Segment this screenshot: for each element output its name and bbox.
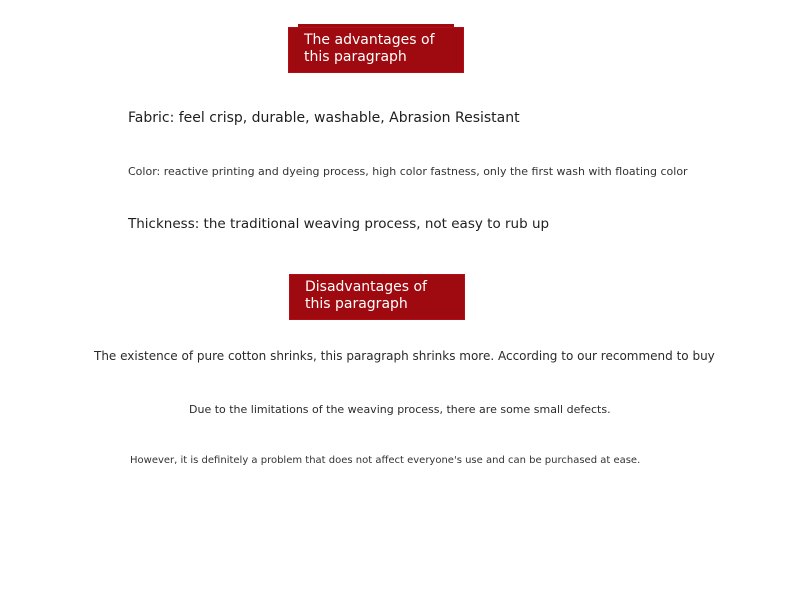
disadvantage-ease-text: However, it is definitely a problem that does not affect everyone's use and can be purchased at ease. [130, 455, 641, 466]
disadvantages-heading-banner [289, 274, 465, 320]
disadvantage-shrink-text: The existence of pure cotton shrinks, this paragraph shrinks more. According to our recommend to buy [94, 349, 715, 363]
advantage-thickness-text: Thickness: the traditional weaving process, not easy to rub up [128, 216, 550, 232]
advantages-heading-banner [288, 27, 464, 73]
advantages-heading: The advantages of this paragraph [304, 32, 435, 65]
advantage-color-text: Color: reactive printing and dyeing process, high color fastness, only the first wash with floating color [128, 165, 688, 178]
advantage-fabric-text: Fabric: feel crisp, durable, washable, Abrasion Resistant [128, 110, 520, 126]
disadvantages-heading: Disadvantages of this paragraph [305, 279, 427, 312]
disadvantage-defects-text: Due to the limitations of the weaving process, there are some small defects. [189, 403, 611, 416]
